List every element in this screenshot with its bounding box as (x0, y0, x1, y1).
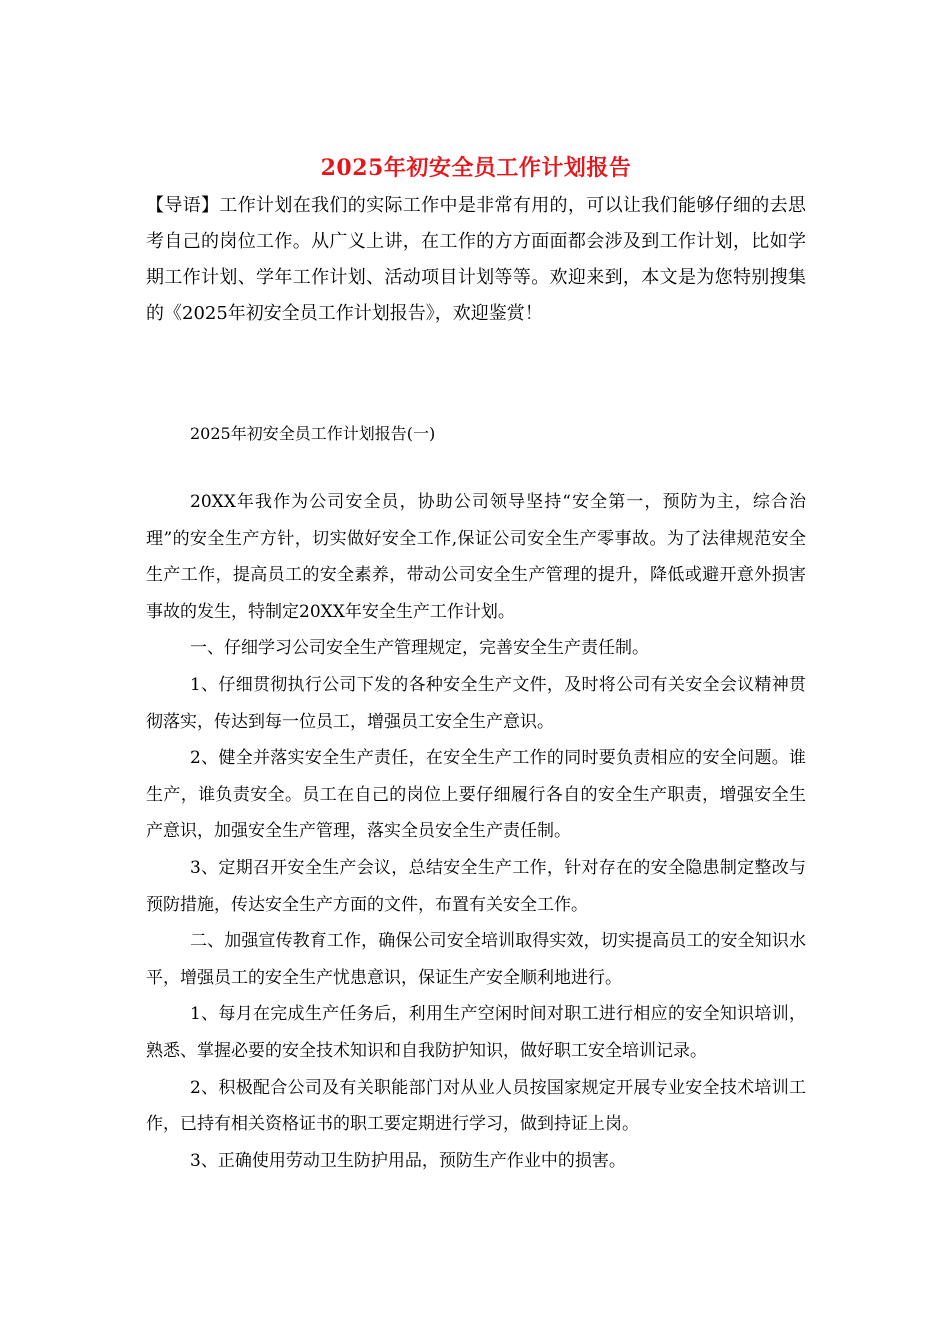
body-paragraph: 一、仔细学习公司安全生产管理规定，完善安全生产责任制。 (190, 638, 649, 659)
body-paragraph: 20XX年我作为公司安全员，协助公司领导坚持“安全第一，预防为主，综合治理”的安全生产方针，切实做好安全工作,保证公司安全生产零事故。为了法律规范安全生产工作，提高员工的安全素养，带动公司安全生产管理的提升，降低或避开意外损害事故的发生，特制定20XX年安全生产工作计划。 (146, 492, 806, 622)
intro-paragraph: 【导语】工作计划在我们的实际工作中是非常有用的，可以让我们能够仔细的去思考自己的岗位工作。从广义上讲，在工作的方方面面都会涉及到工作计划，比如学期工作计划、学年工作计划、活动项目计划等等。欢迎来到，本文是为您特别搜集的《2025年初安全员工作计划报告》，欢迎鉴赏！ (146, 195, 806, 324)
document-title: 2025年初安全员工作计划报告 (320, 155, 632, 181)
body-paragraph: 3、正确使用劳动卫生防护用品，预防生产作业中的损害。 (190, 1150, 626, 1171)
body-paragraph: 二、加强宣传教育工作，确保公司安全培训取得实效，切实提高员工的安全知识水平，增强员工的安全生产忧患意识，保证生产安全顺利地进行。 (146, 931, 806, 988)
section-heading: 2025年初安全员工作计划报告(一) (190, 424, 436, 443)
body-paragraph: 1、仔细贯彻执行公司下发的各种安全生产文件，及时将公司有关安全会议精神贯彻落实，传达到每一位员工，增强员工安全生产意识。 (146, 674, 806, 732)
document-page (146, 150, 806, 1179)
body-paragraph: 3、定期召开安全生产会议，总结安全生产工作，针对存在的安全隐患制定整改与预防措施，传达安全生产方面的文件，布置有关安全工作。 (146, 857, 806, 915)
body-text (146, 484, 806, 1179)
body-paragraph: 2、健全并落实安全生产责任，在安全生产工作的同时要负责相应的安全问题。谁生产，谁负责安全。员工在自己的岗位上要仔细履行各自的安全生产职责，增强安全生产意识，加强安全生产管理，落实全员安全生产责任制。 (146, 748, 806, 842)
body-paragraph: 1、每月在完成生产任务后，利用生产空闲时间对职工进行相应的安全知识培训，熟悉、掌握必要的安全技术知识和自我防护知识，做好职工安全培训记录。 (146, 1004, 806, 1061)
body-paragraph: 2、积极配合公司及有关职能部门对从业人员按国家规定开展专业安全技术培训工作，已持有相关资格证书的职工要定期进行学习，做到持证上岗。 (146, 1077, 806, 1135)
